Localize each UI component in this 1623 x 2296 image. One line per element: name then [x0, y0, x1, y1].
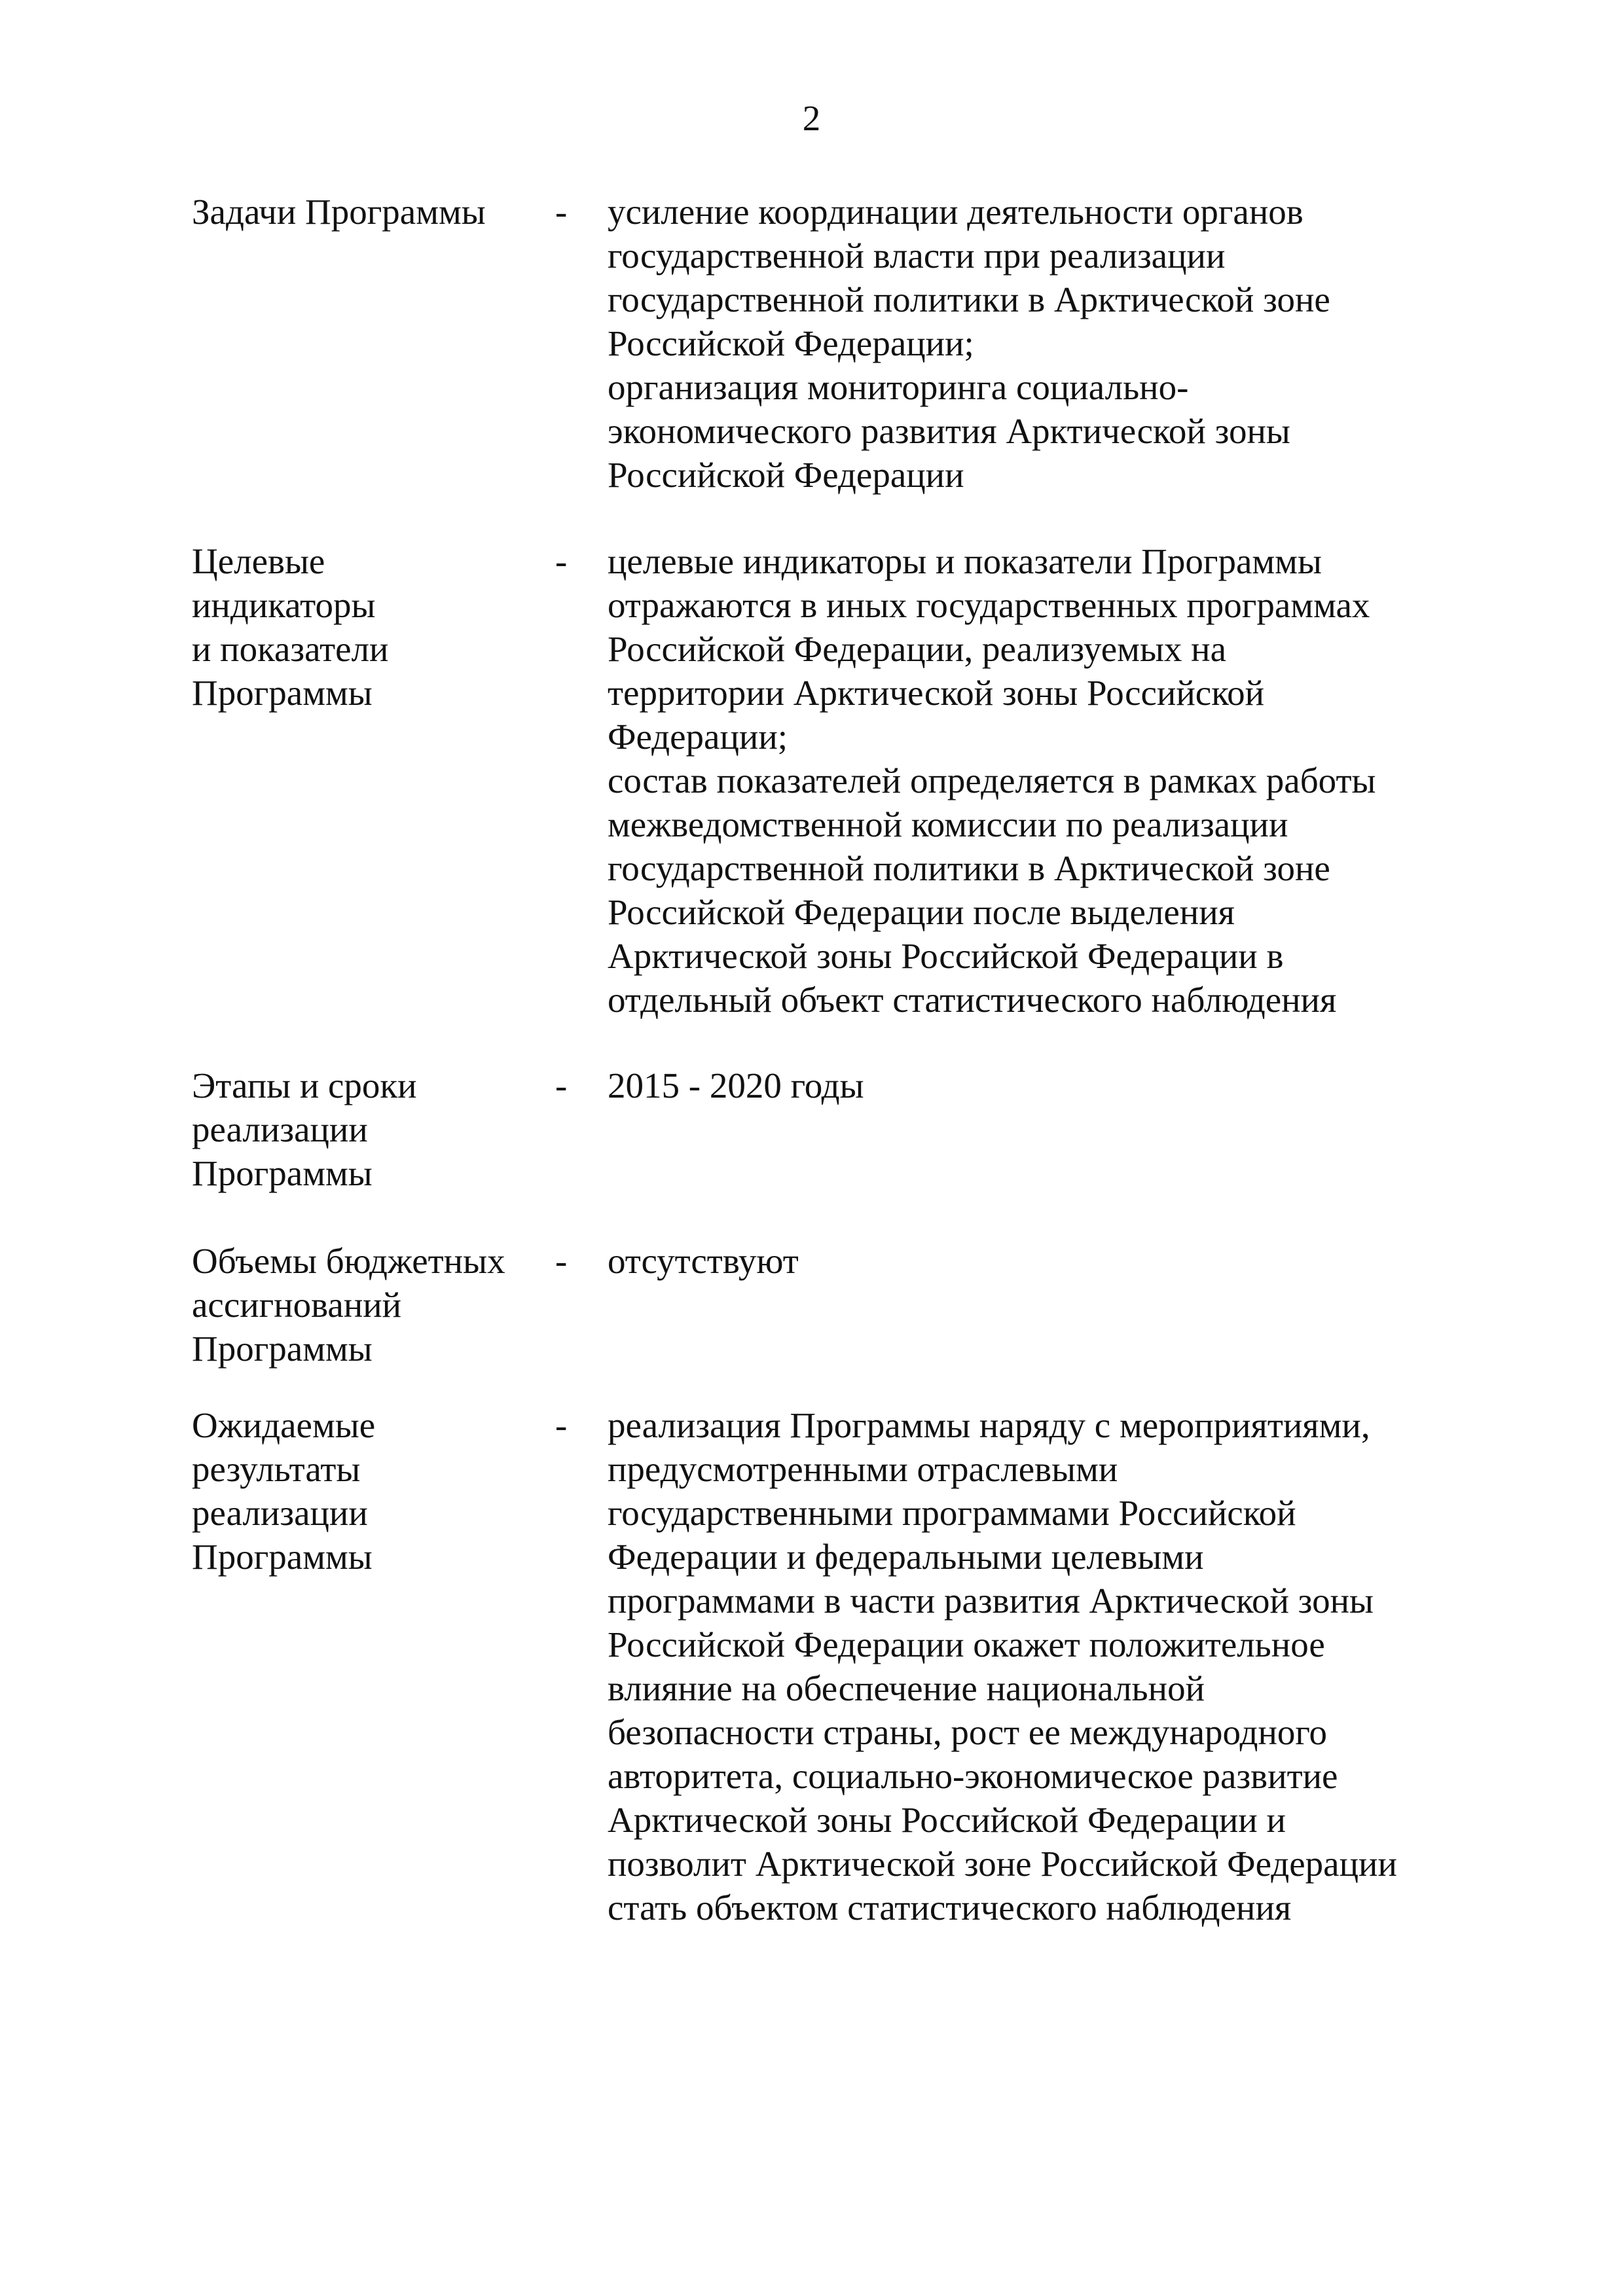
content-line: Арктической зоны Российской Федерации в [608, 936, 1284, 976]
content-line: Арктической зоны Российской Федерации и [608, 1800, 1286, 1840]
content-line: Российской Федерации, реализуемых на [608, 629, 1227, 669]
row-label [192, 1403, 558, 1579]
label-line: реализации [192, 1109, 368, 1149]
content-line: отсутствуют [608, 1241, 799, 1281]
content-line: государственной политики в Арктической зоне [608, 848, 1330, 888]
row-dash: - [555, 1241, 568, 1281]
label-line: индикаторы [192, 585, 376, 625]
content-line: организация мониторинга социально- [608, 367, 1189, 407]
content-line: Федерации; [608, 717, 788, 757]
row-content [608, 190, 1459, 497]
content-line: Российской Федерации после выделения [608, 892, 1235, 932]
row-dash: - [555, 541, 568, 581]
row-label [192, 1064, 558, 1195]
content-line: Российской Федерации окажет положительное [608, 1624, 1325, 1664]
content-line: государственной власти при реализации [608, 236, 1226, 276]
row-label [192, 190, 558, 234]
label-line: и показатели [192, 629, 389, 669]
content-line: государственными программами Российской [608, 1493, 1296, 1533]
content-line: Российской Федерации; [608, 323, 974, 363]
content-line: межведомственной комиссии по реализации [608, 804, 1288, 844]
content-line: влияние на обеспечение национальной [608, 1668, 1205, 1708]
label-line: результаты [192, 1449, 361, 1489]
row-dash: - [555, 1405, 568, 1445]
content-line: государственной политики в Арктической зоне [608, 279, 1330, 319]
content-line: состав показателей определяется в рамках работы [608, 761, 1376, 800]
content-line: усиление координации деятельности органов [608, 192, 1304, 232]
row-content [608, 1403, 1459, 1929]
content-line: экономического развития Арктической зоны [608, 411, 1290, 451]
content-line: Российской Федерации [608, 455, 964, 495]
content-line: реализация Программы наряду с мероприятиями, [608, 1405, 1370, 1445]
label-line: Программы [192, 673, 373, 713]
content-line: стать объектом статистического наблюдения [608, 1888, 1292, 1928]
label-line: Программы [192, 1329, 373, 1369]
content-line: 2015 - 2020 годы [608, 1066, 864, 1105]
content-line: целевые индикаторы и показатели Программы [608, 541, 1322, 581]
content-line: территории Арктической зоны Российской [608, 673, 1265, 713]
page-number: 2 [802, 98, 821, 138]
label-line: Программы [192, 1537, 373, 1577]
content-line: безопасности страны, рост ее международного [608, 1712, 1328, 1752]
label-line: Этапы и сроки [192, 1066, 417, 1105]
content-line: позволит Арктической зоне Российской Федерации [608, 1844, 1397, 1884]
label-line: Целевые [192, 541, 325, 581]
label-line: Задачи Программы [192, 192, 486, 232]
label-line: Программы [192, 1153, 373, 1193]
label-line: реализации [192, 1493, 368, 1533]
row-content [608, 1239, 1459, 1283]
content-line: отдельный объект статистического наблюдения [608, 980, 1337, 1020]
content-line: программами в части развития Арктической зоны [608, 1581, 1374, 1621]
row-label [192, 1239, 558, 1371]
content-line: отражаются в иных государственных программах [608, 585, 1370, 625]
row-label [192, 539, 558, 715]
label-line: ассигнований [192, 1285, 402, 1325]
row-dash: - [555, 1066, 568, 1105]
label-line: Объемы бюджетных [192, 1241, 505, 1281]
row-content [608, 539, 1459, 1022]
content-line: предусмотренными отраслевыми [608, 1449, 1118, 1489]
content-line: Федерации и федеральными целевыми [608, 1537, 1204, 1577]
content-line: авторитета, социально-экономическое развитие [608, 1756, 1338, 1796]
label-line: Ожидаемые [192, 1405, 376, 1445]
row-content [608, 1064, 1459, 1107]
row-dash: - [555, 192, 568, 232]
